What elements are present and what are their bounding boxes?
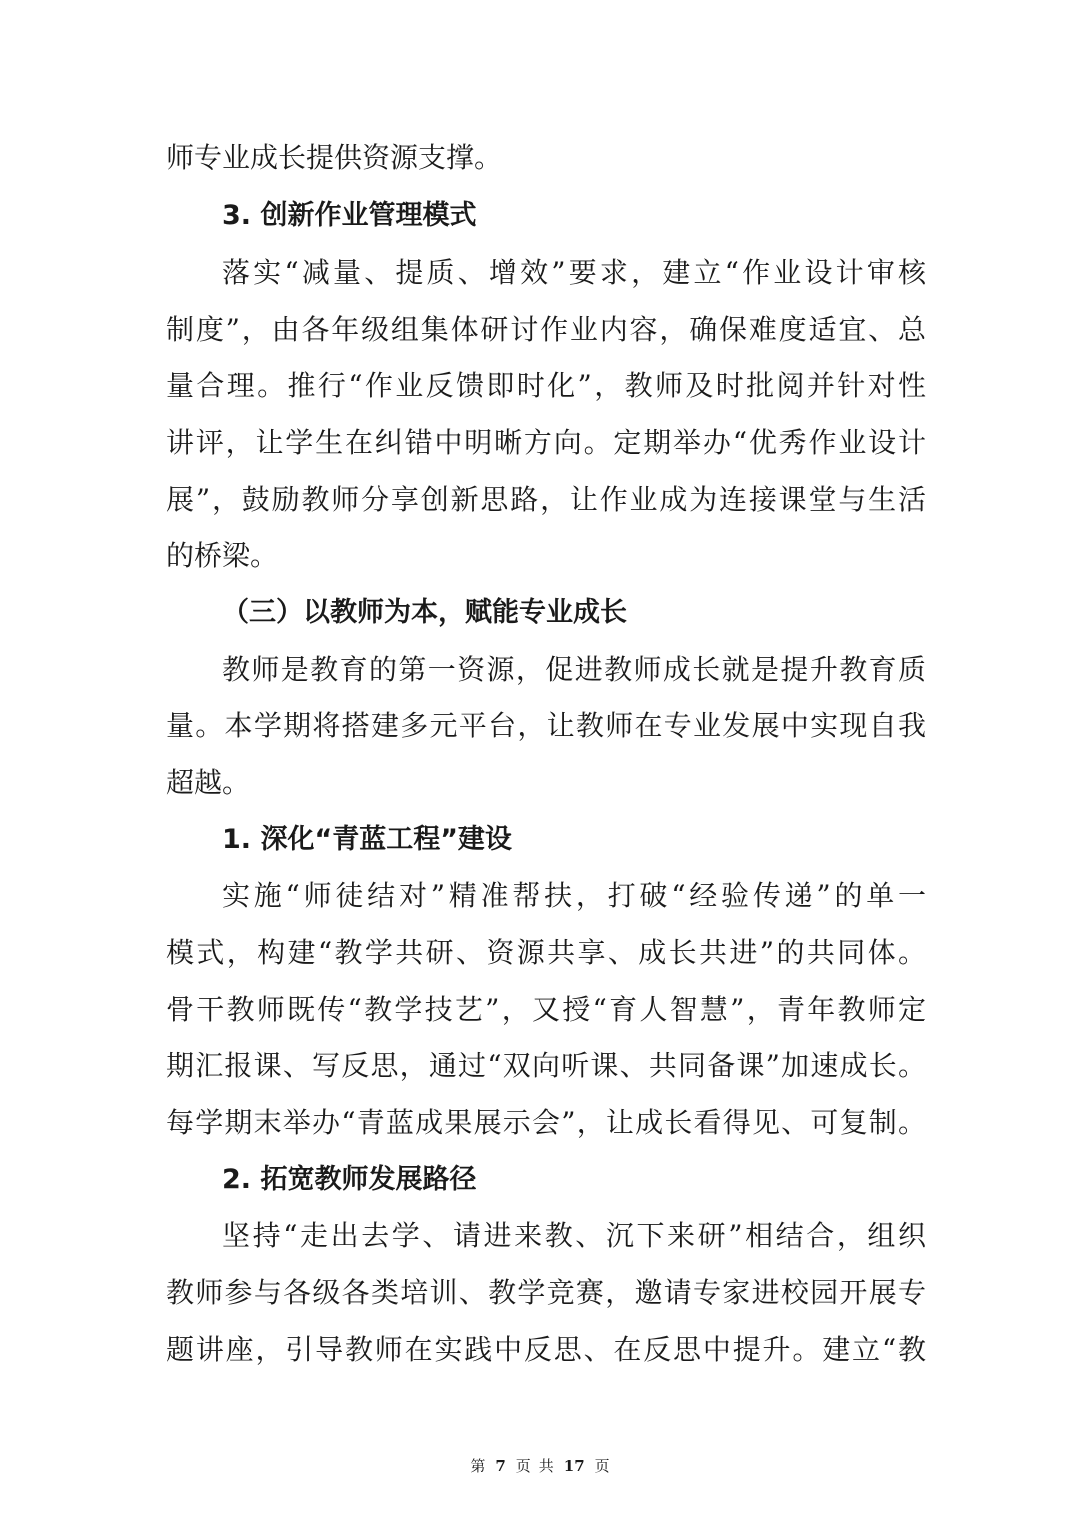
page-footer (0, 1455, 1080, 1476)
paragraph-line: 教师是教育的第一资源，促进教师成长就是提升教育质 (222, 653, 926, 686)
paragraph-line: 的桥梁。 (166, 539, 279, 572)
section-heading: （三）以教师为本，赋能专业成长 (222, 597, 627, 628)
paragraph-line: 量。本学期将搭建多元平台，让教师在专业发展中实现自我 (166, 709, 926, 742)
paragraph-line: 讲评，让学生在纠错中明晰方向。定期举办“优秀作业设计 (166, 426, 926, 459)
footer-ye: 页 (515, 1457, 531, 1475)
section-heading: 1. 深化“青蓝工程”建设 (222, 824, 512, 855)
paragraph-line: 展”，鼓励教师分享创新思路，让作业成为连接课堂与生活 (166, 483, 926, 516)
total-page-count: 17 (563, 1457, 585, 1475)
paragraph-line: 每学期末举办“青蓝成果展示会”，让成长看得见、可复制。 (166, 1106, 926, 1139)
paragraph-line: 师专业成长提供资源支撑。 (166, 141, 503, 174)
footer-di: 第 (470, 1457, 486, 1475)
paragraph-line: 期汇报课、写反思，通过“双向听课、共同备课”加速成长。 (166, 1049, 926, 1082)
section-heading: 2. 拓宽教师发展路径 (222, 1164, 477, 1195)
section-heading: 3. 创新作业管理模式 (222, 200, 477, 231)
paragraph-line: 实施“师徒结对”精准帮扶，打破“经验传递”的单一 (222, 879, 926, 912)
paragraph-line: 坚持“走出去学、请进来教、沉下来研”相结合，组织 (222, 1219, 926, 1252)
current-page-number: 7 (495, 1457, 506, 1475)
paragraph-line: 量合理。推行“作业反馈即时化”，教师及时批阅并针对性 (166, 369, 926, 402)
paragraph-line: 骨干教师既传“教学技艺”，又授“育人智慧”，青年教师定 (166, 993, 926, 1026)
paragraph-line: 模式，构建“教学共研、资源共享、成长共进”的共同体。 (166, 936, 926, 969)
paragraph-line: 超越。 (166, 766, 251, 799)
paragraph-line: 题讲座，引导教师在实践中反思、在反思中提升。建立“教 (166, 1333, 926, 1366)
paragraph-line: 制度”，由各年级组集体研讨作业内容，确保难度适宜、总 (166, 313, 926, 346)
footer-gong: 共 (538, 1457, 554, 1475)
paragraph-line: 教师参与各级各类培训、教学竞赛，邀请专家进校园开展专 (166, 1276, 926, 1309)
paragraph-line: 落实“减量、提质、增效”要求，建立“作业设计审核 (222, 256, 926, 289)
footer-ye-total: 页 (594, 1457, 610, 1475)
